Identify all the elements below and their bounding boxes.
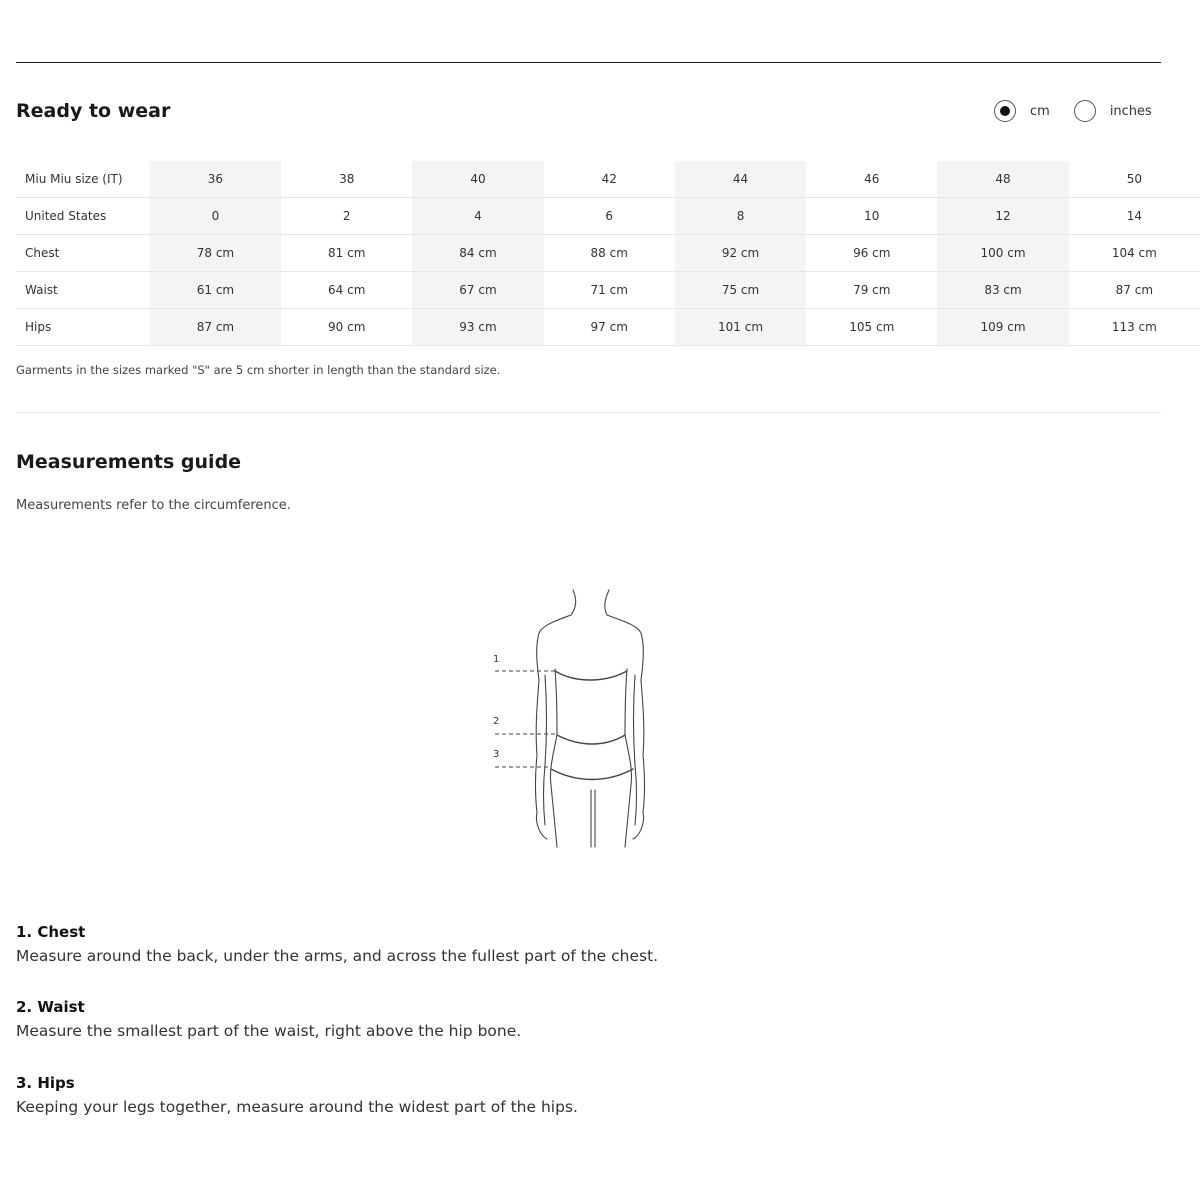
table-cell: 40 xyxy=(412,161,543,198)
measurement-desc: Measure the smallest part of the waist, right above the hip bone. xyxy=(16,1022,522,1040)
table-cell: 14 xyxy=(1069,198,1200,235)
table-cell: 105 cm xyxy=(806,309,937,346)
table-cell: 42 xyxy=(544,161,675,198)
figure-right-arm xyxy=(607,615,645,839)
figure-torso-left xyxy=(550,669,557,847)
table-row xyxy=(16,272,1200,309)
unit-option-cm[interactable] xyxy=(994,100,1050,122)
figure-left-inner-arm xyxy=(544,675,547,825)
table-cell: 88 cm xyxy=(544,235,675,272)
table-cell: 10 xyxy=(806,198,937,235)
section-title-measurements-guide: Measurements guide xyxy=(16,451,242,473)
guide-subtitle: Measurements refer to the circumference. xyxy=(16,498,291,513)
table-cell: 0 xyxy=(150,198,281,235)
table-cell: 100 cm xyxy=(937,235,1068,272)
figure-marker-2: 2 xyxy=(493,716,500,727)
row-label: Miu Miu size (IT) xyxy=(16,161,150,198)
table-cell: 84 cm xyxy=(412,235,543,272)
body-measurement-figure xyxy=(485,585,665,850)
measurement-item-chest xyxy=(16,923,658,965)
measurement-title: 3. Hips xyxy=(16,1074,75,1092)
table-cell: 8 xyxy=(675,198,806,235)
section-title-ready-to-wear: Ready to wear xyxy=(16,100,171,122)
table-cell: 97 cm xyxy=(544,309,675,346)
table-cell: 64 cm xyxy=(281,272,412,309)
size-note: Garments in the sizes marked "S" are 5 cm shorter in length than the standard size. xyxy=(16,363,501,377)
table-cell: 44 xyxy=(675,161,806,198)
figure-marker-1: 1 xyxy=(493,654,500,665)
table-cell: 6 xyxy=(544,198,675,235)
figure-right-inner-arm xyxy=(634,675,637,825)
table-cell: 93 cm xyxy=(412,309,543,346)
unit-label-inches[interactable]: inches xyxy=(1109,103,1152,119)
figure-neck-right xyxy=(605,590,609,615)
table-cell: 92 cm xyxy=(675,235,806,272)
size-table xyxy=(16,161,1200,346)
measurement-desc: Keeping your legs together, measure around the widest part of the hips. xyxy=(16,1098,578,1116)
table-row xyxy=(16,309,1200,346)
table-cell: 4 xyxy=(412,198,543,235)
top-divider xyxy=(16,62,1161,63)
measurement-title: 2. Waist xyxy=(16,998,85,1016)
table-cell: 36 xyxy=(150,161,281,198)
measurement-title: 1. Chest xyxy=(16,923,86,941)
table-row xyxy=(16,198,1200,235)
table-cell: 46 xyxy=(806,161,937,198)
table-cell: 67 cm xyxy=(412,272,543,309)
measurement-desc: Measure around the back, under the arms, and across the fullest part of the chest. xyxy=(16,947,659,965)
table-cell: 81 cm xyxy=(281,235,412,272)
figure-waist-band xyxy=(557,735,625,744)
table-cell: 87 cm xyxy=(150,309,281,346)
measurement-item-waist xyxy=(16,998,521,1040)
table-cell: 61 cm xyxy=(150,272,281,309)
table-cell: 83 cm xyxy=(937,272,1068,309)
unit-toggle xyxy=(994,100,1152,122)
table-cell: 71 cm xyxy=(544,272,675,309)
figure-chest-band xyxy=(555,671,627,680)
table-cell: 96 cm xyxy=(806,235,937,272)
figure-neck-left xyxy=(571,590,576,615)
table-cell: 90 cm xyxy=(281,309,412,346)
radio-inches[interactable] xyxy=(1074,100,1096,122)
unit-label-cm[interactable]: cm xyxy=(1030,103,1050,119)
table-cell: 2 xyxy=(281,198,412,235)
table-cell: 12 xyxy=(937,198,1068,235)
table-cell: 78 cm xyxy=(150,235,281,272)
unit-option-inches[interactable] xyxy=(1074,100,1152,122)
figure-legs xyxy=(591,790,595,847)
table-cell: 104 cm xyxy=(1069,235,1200,272)
radio-cm[interactable] xyxy=(994,100,1016,122)
table-cell: 101 cm xyxy=(675,309,806,346)
table-cell: 109 cm xyxy=(937,309,1068,346)
table-row xyxy=(16,161,1200,198)
figure-marker-3: 3 xyxy=(493,749,500,760)
row-label: Hips xyxy=(16,309,150,346)
table-row xyxy=(16,235,1200,272)
table-cell: 113 cm xyxy=(1069,309,1200,346)
row-label: Chest xyxy=(16,235,150,272)
row-label: United States xyxy=(16,198,150,235)
figure-torso-right xyxy=(625,669,632,847)
figure-hips-band xyxy=(551,769,633,780)
table-cell: 50 xyxy=(1069,161,1200,198)
measurement-item-hips xyxy=(16,1074,578,1116)
table-cell: 38 xyxy=(281,161,412,198)
row-label: Waist xyxy=(16,272,150,309)
table-cell: 75 cm xyxy=(675,272,806,309)
table-cell: 87 cm xyxy=(1069,272,1200,309)
table-cell: 79 cm xyxy=(806,272,937,309)
table-cell: 48 xyxy=(937,161,1068,198)
section-divider xyxy=(16,412,1161,413)
